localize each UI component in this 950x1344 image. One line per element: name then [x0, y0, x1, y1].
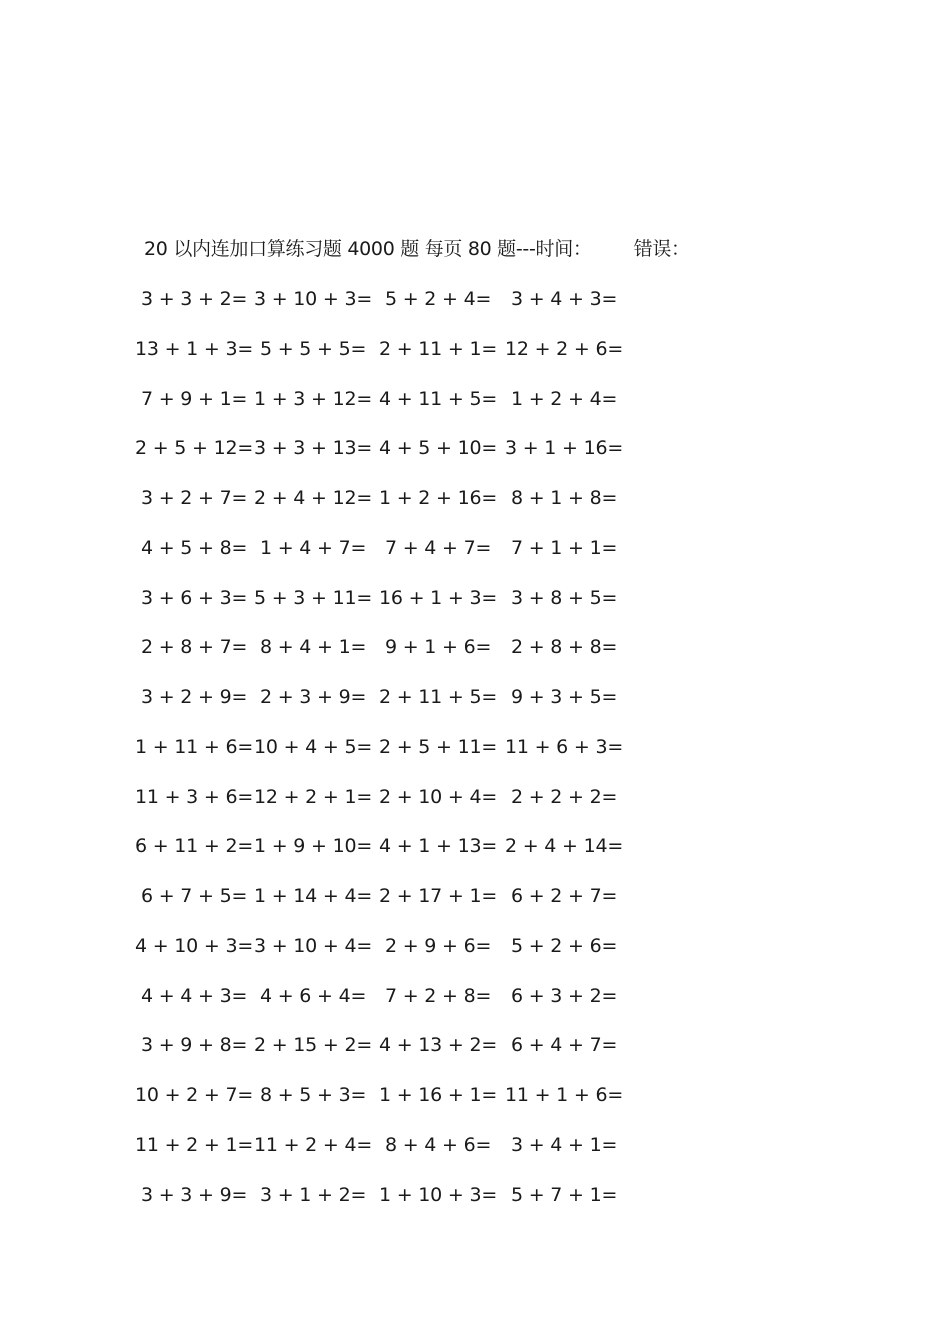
problem-item: 4 + 11 + 5= — [379, 387, 498, 410]
problem-item: 4 + 4 + 3= — [141, 984, 248, 1007]
worksheet-title: 20 以内连加口算练习题 4000 题 每页 80 题---时间： — [144, 238, 592, 260]
errors-label: 错误： — [633, 238, 690, 260]
problem-item: 1 + 2 + 4= — [511, 387, 618, 410]
worksheet-header — [144, 234, 690, 264]
problem-item: 5 + 2 + 6= — [511, 934, 618, 957]
problem-item: 9 + 1 + 6= — [385, 636, 492, 659]
problem-item: 13 + 1 + 3= — [135, 337, 254, 360]
problem-item: 5 + 5 + 5= — [260, 337, 367, 360]
problem-item: 3 + 10 + 3= — [254, 288, 373, 310]
problem-item: 4 + 5 + 8= — [141, 536, 248, 559]
problem-item: 12 + 2 + 6= — [505, 337, 624, 360]
problem-item: 3 + 6 + 3= — [141, 586, 248, 609]
problem-item: 6 + 7 + 5= — [141, 885, 248, 907]
problem-item: 16 + 1 + 3= — [379, 586, 498, 609]
problem-item: 2 + 8 + 7= — [141, 636, 248, 659]
problem-item: 11 + 2 + 4= — [254, 1133, 373, 1156]
problem-item: 8 + 4 + 1= — [260, 636, 367, 659]
problem-item: 10 + 4 + 5= — [254, 735, 373, 758]
problem-item: 2 + 9 + 6= — [385, 934, 492, 957]
problem-item: 3 + 1 + 16= — [505, 437, 624, 460]
problem-item: 2 + 5 + 11= — [379, 735, 498, 758]
problem-item: 6 + 4 + 7= — [511, 1034, 618, 1057]
problem-item: 6 + 11 + 2= — [135, 835, 254, 858]
problem-item: 8 + 4 + 6= — [385, 1133, 492, 1156]
problem-item: 2 + 11 + 1= — [379, 337, 498, 360]
problem-item: 1 + 10 + 3= — [379, 1183, 498, 1206]
problem-item: 11 + 1 + 6= — [505, 1084, 624, 1106]
problem-item: 3 + 10 + 4= — [254, 934, 373, 957]
problem-item: 3 + 2 + 9= — [141, 686, 248, 708]
problem-item: 10 + 2 + 7= — [135, 1084, 254, 1106]
problem-item: 1 + 9 + 10= — [254, 835, 373, 858]
problem-item: 2 + 4 + 12= — [254, 487, 373, 509]
problem-item: 3 + 4 + 1= — [511, 1133, 618, 1156]
problem-item: 3 + 3 + 13= — [254, 437, 373, 460]
problem-item: 3 + 8 + 5= — [511, 586, 618, 609]
problem-item: 3 + 1 + 2= — [260, 1183, 367, 1206]
problem-item: 4 + 10 + 3= — [135, 934, 254, 957]
problem-item: 2 + 17 + 1= — [379, 885, 498, 907]
problem-item: 8 + 1 + 8= — [511, 487, 618, 509]
problem-item: 3 + 9 + 8= — [141, 1034, 248, 1057]
problem-item: 7 + 2 + 8= — [385, 984, 492, 1007]
problem-item: 7 + 9 + 1= — [141, 387, 248, 410]
problem-item: 2 + 10 + 4= — [379, 785, 498, 808]
problem-item: 3 + 3 + 2= — [141, 288, 248, 310]
problem-item: 1 + 11 + 6= — [135, 735, 254, 758]
problem-item: 3 + 4 + 3= — [511, 288, 618, 310]
problem-item: 2 + 2 + 2= — [511, 785, 618, 808]
problem-item: 7 + 4 + 7= — [385, 536, 492, 559]
problem-item: 4 + 6 + 4= — [260, 984, 367, 1007]
problem-item: 2 + 15 + 2= — [254, 1034, 373, 1057]
problem-item: 1 + 2 + 16= — [379, 487, 498, 509]
problem-item: 1 + 14 + 4= — [254, 885, 373, 907]
problem-item: 1 + 16 + 1= — [379, 1084, 498, 1106]
problem-item: 4 + 13 + 2= — [379, 1034, 498, 1057]
problem-item: 11 + 3 + 6= — [135, 785, 254, 808]
problem-item: 5 + 7 + 1= — [511, 1183, 618, 1206]
problem-item: 3 + 2 + 7= — [141, 487, 248, 509]
problem-item: 2 + 3 + 9= — [260, 686, 367, 708]
problem-item: 5 + 3 + 11= — [254, 586, 373, 609]
problem-item: 4 + 1 + 13= — [379, 835, 498, 858]
problem-item: 7 + 1 + 1= — [511, 536, 618, 559]
problem-item: 6 + 3 + 2= — [511, 984, 618, 1007]
problem-item: 8 + 5 + 3= — [260, 1084, 367, 1106]
problem-item: 2 + 11 + 5= — [379, 686, 498, 708]
problem-item: 1 + 3 + 12= — [254, 387, 373, 410]
problem-item: 12 + 2 + 1= — [254, 785, 373, 808]
problem-item: 4 + 5 + 10= — [379, 437, 498, 460]
problem-item: 5 + 2 + 4= — [385, 288, 492, 310]
problem-item: 2 + 8 + 8= — [511, 636, 618, 659]
problem-item: 11 + 2 + 1= — [135, 1133, 254, 1156]
problem-item: 9 + 3 + 5= — [511, 686, 618, 708]
problem-item: 11 + 6 + 3= — [505, 735, 624, 758]
problem-item: 2 + 5 + 12= — [135, 437, 254, 460]
problem-item: 6 + 2 + 7= — [511, 885, 618, 907]
problem-item: 2 + 4 + 14= — [505, 835, 624, 858]
problem-item: 3 + 3 + 9= — [141, 1183, 248, 1206]
problem-item: 1 + 4 + 7= — [260, 536, 367, 559]
